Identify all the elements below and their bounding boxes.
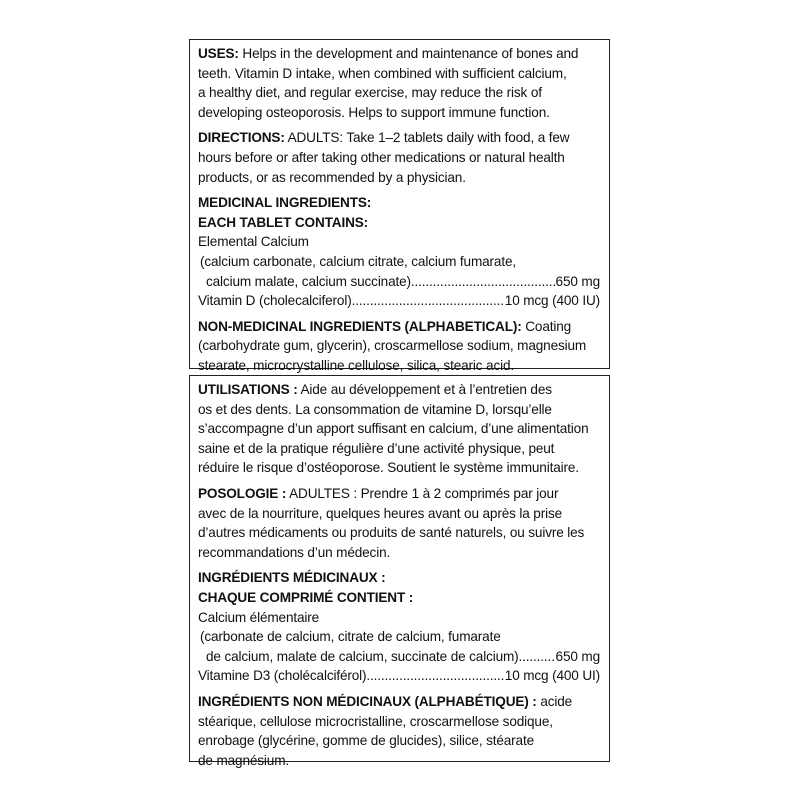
posologie-text: recommandations d’un médecin. — [198, 544, 391, 560]
non-medicinaux-text: de magnésium. — [198, 752, 289, 768]
dot-leader — [411, 272, 556, 292]
directions-line-1 — [198, 128, 600, 148]
ingredients-medicinaux-section — [198, 568, 600, 686]
dot-leader — [352, 291, 505, 311]
non-medicinaux-label: INGRÉDIENTS NON MÉDICINAUX (ALPHABÉTIQUE) : — [198, 693, 537, 709]
ingredient-row — [198, 647, 600, 667]
ingredient-name: Calcium élémentaire — [198, 609, 320, 625]
ingredient-row — [198, 291, 600, 311]
utilisations-text: réduire le risque d’ostéoporose. Soutient le système immunitaire. — [198, 460, 579, 476]
non-medicinaux-text: stéarique, cellulose microcristalline, croscarmellose sodique, — [198, 713, 553, 729]
directions-label: DIRECTIONS: — [198, 130, 285, 146]
uses-label: USES: — [198, 46, 239, 61]
dot-leader — [366, 666, 504, 686]
uses-text: a healthy diet, and regular exercise, may reduce the risk of — [198, 85, 542, 101]
directions-section — [198, 128, 600, 187]
non-medicinal-label: NON-MEDICINAL INGREDIENTS (ALPHABETICAL): — [198, 318, 522, 334]
posologie-line-1 — [198, 484, 600, 504]
ingredient-name: Vitamine D3 (cholécalciférol) — [198, 668, 367, 684]
medicinal-ingredients-section — [198, 193, 600, 311]
non-medicinal-text: Coating — [521, 318, 572, 334]
utilisations-line-1 — [198, 380, 600, 400]
posologie-text: d’autres médicaments ou produits de santé naturels, ou suivre les — [198, 525, 585, 541]
non-medicinal-section — [198, 317, 600, 376]
utilisations-text: s’accompagne d’un apport suffisant en calcium, d’une alimentation — [198, 421, 589, 437]
non-medicinaux-text: enrobage (glycérine, gomme de glucides), silice, stéarate — [198, 733, 535, 749]
posologie-text: ADULTES : Prendre 1 à 2 comprimés par jour — [286, 485, 559, 501]
ingredients-medicinaux-heading: INGRÉDIENTS MÉDICINAUX : — [198, 570, 386, 586]
non-medicinaux-text: acide — [536, 693, 573, 709]
utilisations-text: Aide au développement et à l’entretien des — [297, 382, 552, 397]
directions-text: ADULTS: Take 1–2 tablets daily with food, a few — [284, 130, 570, 146]
ingredient-name: Vitamin D (cholecalciferol) — [198, 293, 352, 309]
comprime-contient-heading: CHAQUE COMPRIMÉ CONTIENT : — [198, 589, 414, 605]
french-label-panel — [189, 375, 610, 768]
directions-text: products, or as recommended by a physician. — [198, 169, 466, 185]
medicinal-ingredients-heading: MEDICINAL INGREDIENTS: — [198, 195, 372, 211]
posologie-text: avec de la nourriture, quelques heures avant ou après la prise — [198, 505, 563, 521]
ingredient-name: Elemental Calcium — [198, 234, 309, 250]
english-label-panel — [189, 39, 610, 373]
ingredient-amount: 650 mg — [555, 273, 600, 289]
ingredient-amount: 10 mcg (400 IU) — [504, 293, 600, 309]
utilisations-label: UTILISATIONS : — [198, 382, 298, 397]
ingredient-description: de calcium, malate de calcium, succinate de calcium) — [206, 648, 519, 664]
uses-text: Helps in the development and maintenance of bones and — [238, 46, 579, 61]
uses-text: teeth. Vitamin D intake, when combined with sufficient calcium, — [198, 65, 567, 81]
uses-text: developing osteoporosis. Helps to support immune function. — [198, 104, 550, 120]
non-medicinaux-line-1 — [198, 692, 600, 712]
ingredient-row — [198, 666, 600, 686]
ingredient-row — [198, 272, 600, 292]
directions-text: hours before or after taking other medications or natural health — [198, 149, 565, 165]
utilisations-text: saine et de la pratique régulière d’une activité physique, peut — [198, 440, 555, 456]
utilisations-section — [198, 380, 600, 478]
dot-leader — [519, 647, 556, 667]
ingredient-description: (carbonate de calcium, citrate de calcium, fumarate — [200, 629, 501, 645]
uses-section — [198, 44, 600, 122]
posologie-label: POSOLOGIE : — [198, 485, 287, 501]
ingredient-amount: 650 mg — [555, 648, 600, 664]
non-medicinal-text: (carbohydrate gum, glycerin), croscarmellose sodium, magnesium — [198, 338, 587, 354]
uses-line-1 — [198, 44, 600, 64]
ingredient-description: calcium malate, calcium succinate) — [206, 273, 411, 289]
ingredient-description: (calcium carbonate, calcium citrate, calcium fumarate, — [200, 253, 516, 269]
tablet-contains-heading: EACH TABLET CONTAINS: — [198, 214, 369, 230]
posologie-section — [198, 484, 600, 562]
non-medicinaux-section — [198, 692, 600, 770]
ingredient-amount: 10 mcg (400 UI) — [504, 668, 600, 684]
non-medicinal-text: stearate, microcrystalline cellulose, silica, stearic acid. — [198, 357, 515, 373]
utilisations-text: os et des dents. La consommation de vitamine D, lorsqu’elle — [198, 401, 552, 417]
non-medicinal-line-1 — [198, 317, 600, 337]
